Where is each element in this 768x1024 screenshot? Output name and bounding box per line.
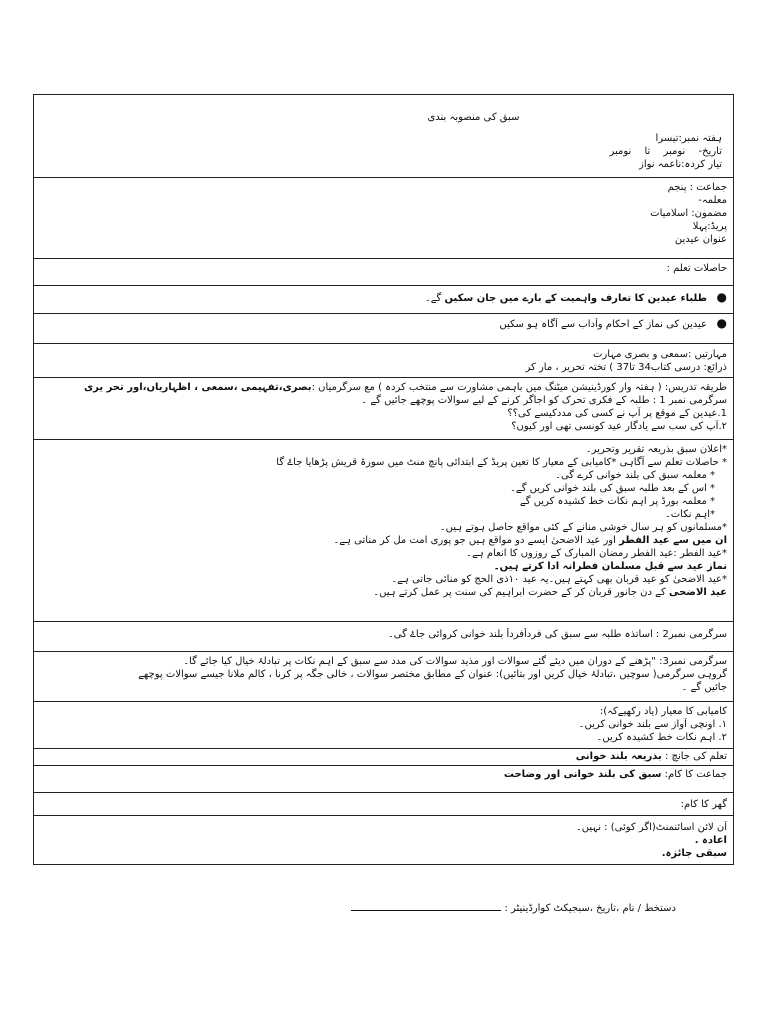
lesson-line: *اہم نکات۔ (664, 509, 715, 520)
outcome-2-text: عیدین کی نماز کے احکام وآداب سے آگاہ ہو سکیں (499, 319, 707, 330)
repeat-label: اعادہ . (694, 835, 727, 846)
activity-3-line-1: سرگرمی نمبر3: "پڑھنے کے دوران میں دیئے گئے سوالات اور مذید سوالات کی مدد سے سبق کے اہم نکات پر تبادلۂ خیال کیا جائے گا۔ (183, 656, 727, 667)
homework-cell (33, 793, 734, 816)
success-item-2: ٢. اہم نکات خط کشیدہ کریں۔ (596, 732, 727, 743)
signature-label: دستخط / نام ،تاریخ ،سبجیکٹ کوارڈینیٹر : (504, 903, 676, 914)
info-cell (33, 178, 734, 259)
lesson-body-cell (33, 440, 734, 622)
assessment-cell (33, 749, 734, 766)
review-label: سبقی جائزہ. (661, 848, 727, 859)
outcome-item-1 (33, 286, 734, 314)
lesson-line-bold: نماز عید سے قبل مسلمان فطرانہ ادا کرتے ہیں۔ (493, 561, 727, 572)
lesson-line: *عید الفطر :عید الفطر رمضان المبارک کے روزوں کا انعام ہے۔ (466, 548, 727, 559)
lesson-line: کے دن جانور قربان کر کے حضرت ابراہیم کی سنت پر عمل کرتے ہیں۔ (373, 587, 666, 598)
week-line: ہفتہ نمبر:تیسرا (655, 133, 722, 144)
skills-line-1: مہارتیں :سمعی و بصری مہارت (592, 349, 727, 360)
classwork-label: جماعت کا کام: (664, 769, 727, 780)
homework-label: گھر کا کام: (680, 799, 727, 810)
lesson-line: *اعلان سبق بذریعہ تقریر وتحریر۔ (585, 444, 727, 455)
skills-cell (33, 344, 734, 378)
class-line: جماعت : پنجم (667, 182, 727, 193)
activity-2-text: سرگرمی نمبر2 : اساتذہ طلبہ سے سبق کی فردأفردأ بلند خوانی کروائی جاۓ گی۔ (387, 629, 727, 640)
date-line: تاریخ- نومبر تا نومبر (609, 146, 722, 157)
outcomes-label: حاصلات تعلم : (666, 263, 727, 274)
success-criteria-cell (33, 702, 734, 749)
method-line-3: 1.عیدین کے موقع پر آپ نے کسی کی مددکیسے کی؟؟ (507, 408, 727, 419)
method-cell (33, 378, 734, 440)
outcome-1-bold: طلباء عیدین کا تعارف واہمیت کے بارے میں جان سکیں (444, 293, 707, 304)
assessment-label: تعلم کی جانچ : (664, 751, 727, 762)
bullet-icon: ● (716, 316, 727, 330)
method-line-2: سرگرمی نمبر 1 : طلبہ کے فکری تحرک کو اجاگر کرنے کے لیے سوالات پوچھے جائیں گے ۔ (361, 395, 727, 406)
teacher-line: معلمہ- (698, 195, 727, 206)
lesson-line-bold: ان میں سے عید الفطر (619, 535, 727, 546)
activity-3-line-2: گروہی سرگرمی( سوچیں ،تبادلۂ خیال کریں اور بتائیں): عنوان کے مطابق مختصر سوالات ، خالی جگہ پر کرنا ، کالم ملانا جیسے سوالات پوچھے (138, 669, 727, 680)
lesson-line: اور عید الاضحیٰ ایسے دو مواقع ہیں جو پوری امت مل کر مناتی ہے۔ (333, 535, 616, 546)
lesson-line-bold: عید الاضحی (668, 587, 727, 598)
skills-line-2: ذرائع: درسی کتاب34 تا37 ) تختہ تحریر ، مار کر (525, 362, 727, 373)
outcome-item-2 (33, 314, 734, 344)
page-title: سبق کی منصوبہ بندی (427, 112, 520, 123)
method-line-4: ۲.آپ کی سب سے یادگار عید کونسی تھی اور کیوں؟ (511, 421, 727, 432)
signature-line (33, 903, 734, 914)
outcomes-label-cell (33, 259, 734, 286)
method-line-1a: طریقہ تدریس: ( ہفتہ وار کورڈینیشن میٹنگ میں باہمی مشاورت سے منتخب کردہ ) مع سرگرمیاں : (311, 382, 727, 393)
success-item-1: ١. اونچی آواز سے بلند خوانی کریں۔ (578, 719, 727, 730)
activity-3-line-3: جائیں گے ۔ (681, 682, 727, 693)
topic-line: عنوان عیدین (674, 234, 727, 245)
classwork-value: سبق کی بلند خوانی اور وضاحت (503, 769, 662, 780)
lesson-line: *مسلمانوں کو ہر سال خوشی منانے کے کئی مواقع حاصل ہوتے ہیں۔ (439, 522, 727, 533)
activity-3-cell (33, 652, 734, 702)
classwork-cell (33, 766, 734, 793)
period-line: پریڈ:پہلا (692, 221, 727, 232)
lesson-line: * اس کے بعد طلبہ سبق کی بلند خوانی کریں گے۔ (510, 483, 715, 494)
lesson-line: * معلمہ سبق کی بلند خوانی کرے گی۔ (555, 470, 715, 481)
assessment-value: بذریعہ بلند خوانی (575, 751, 662, 762)
method-line-1b: بصری،تفہیمی ،سمعی ، اظہاریاں،اور تحر یری (83, 382, 312, 393)
lesson-plan-table (33, 94, 734, 865)
online-assignment: آن لائن اسائنمنٹ(اگر کوئی) : نہیں۔ (575, 822, 727, 833)
activity-2-cell (33, 622, 734, 652)
signature-underline (351, 904, 501, 911)
outcome-1-rest: گے۔ (424, 293, 442, 304)
header-cell (33, 94, 734, 178)
prepared-by-line: تیار کردہ:ناعمہ نواز (639, 159, 722, 170)
success-title: کامیابی کا معیار (یاد رکھیےکہ): (599, 706, 727, 717)
lesson-line: * حاصلات تعلم سے آگاہی *کامیابی کے معیار کا تعین پریڈ کے ابتدائی پانچ منٹ میں سورۃ قریش پڑھایا جاۓ گا (276, 457, 727, 468)
bullet-icon: ● (716, 290, 727, 304)
lesson-line: * معلمہ بورڈ پر اہم نکات خط کشیدہ کریں گے (519, 496, 715, 507)
subject-line: مضمون: اسلامیات (650, 208, 727, 219)
lesson-line: *عید الاضحیٰ کو عید قربان بھی کہتے ہیں۔یہ عید ۱۰ذی الحج کو منائی جاتی ہے۔ (391, 574, 727, 585)
final-cell (33, 816, 734, 865)
